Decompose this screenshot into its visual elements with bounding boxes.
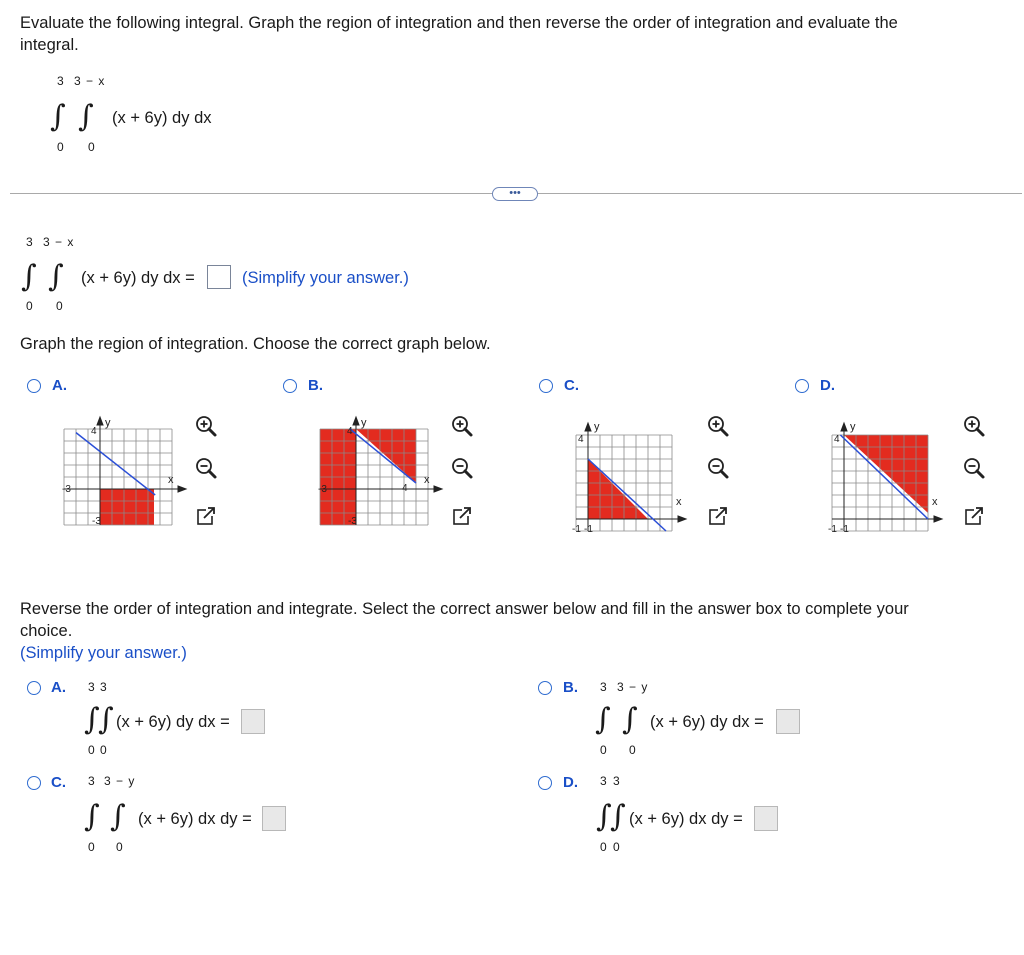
expand-ellipsis-button[interactable]: ••• xyxy=(492,187,538,201)
region-graph xyxy=(310,405,450,535)
radio-option-a[interactable] xyxy=(27,681,41,695)
option-letter: A. xyxy=(51,679,66,696)
problem-text-line1: Evaluate the following integral. Graph the region of integration and then reverse the order of integration and evaluate the xyxy=(20,14,898,32)
radio-graph-option-d[interactable] xyxy=(795,379,809,393)
x-axis-label: x xyxy=(932,496,938,508)
x-axis-arrow xyxy=(934,516,942,522)
option-d-answer-input[interactable] xyxy=(754,806,778,831)
outer-upper-limit: 3 xyxy=(26,235,34,249)
radio-graph-option-b[interactable] xyxy=(283,379,297,393)
x-axis-arrow xyxy=(434,486,442,492)
reverse-prompt-line1: Reverse the order of integration and integrate. Select the correct answer below and fill in the answer box to complete your xyxy=(20,600,909,618)
zoom-out-icon[interactable] xyxy=(191,453,221,483)
integral-sign-icon: ∫ xyxy=(610,799,626,834)
option-c-answer-input[interactable] xyxy=(262,806,286,831)
zoom-out-icon[interactable] xyxy=(959,453,989,483)
outer-lower-limit: 0 xyxy=(88,840,96,854)
popout-icon[interactable] xyxy=(191,501,221,531)
outer-upper-limit: 3 xyxy=(600,680,608,694)
reverse-prompt-line2: choice. xyxy=(20,622,73,640)
simplify-hint: (Simplify your answer.) xyxy=(242,269,409,287)
y-axis-label: y xyxy=(850,421,856,433)
option-letter: C. xyxy=(564,377,579,394)
integrand: (x + 6y) dy dx xyxy=(112,109,212,127)
y-axis-arrow xyxy=(353,417,359,425)
y-tick-label: -1 xyxy=(840,524,849,535)
popout-icon[interactable] xyxy=(703,501,733,531)
y-axis-label: y xyxy=(594,421,600,433)
zoom-in-icon[interactable] xyxy=(447,411,477,441)
problem-text-line2: integral. xyxy=(20,36,79,54)
zoom-out-icon[interactable] xyxy=(447,453,477,483)
radio-graph-option-a[interactable] xyxy=(27,379,41,393)
option-letter: D. xyxy=(820,377,835,394)
option-b-answer-input[interactable] xyxy=(776,709,800,734)
inner-lower-limit: 0 xyxy=(88,140,96,154)
y-axis-arrow xyxy=(585,423,591,431)
integral-sign-icon: ∫ xyxy=(110,799,126,834)
integrand: (x + 6y) dx dy = xyxy=(629,810,743,828)
x-tick-label: 4 xyxy=(402,483,408,494)
option-a-answer-input[interactable] xyxy=(241,709,265,734)
integrand: (x + 6y) dx dy = xyxy=(138,810,252,828)
region-graph xyxy=(822,405,962,535)
x-tick-label: -1 xyxy=(572,524,581,535)
part1-answer-input[interactable] xyxy=(207,265,231,289)
y-tick-label: -3 xyxy=(348,516,357,527)
zoom-in-icon[interactable] xyxy=(959,411,989,441)
inner-lower-limit: 0 xyxy=(56,299,64,313)
integral-sign-icon: ∫ xyxy=(98,702,114,737)
zoom-in-icon[interactable] xyxy=(191,411,221,441)
radio-option-c[interactable] xyxy=(27,776,41,790)
x-axis-label: x xyxy=(424,474,430,486)
y-axis-arrow xyxy=(841,423,847,431)
outer-upper-limit: 3 xyxy=(57,74,65,88)
inner-lower-limit: 0 xyxy=(116,840,124,854)
x-tick-label: -3 xyxy=(62,484,71,495)
region-graph xyxy=(566,405,706,535)
integral-sign-icon: ∫ xyxy=(622,702,638,737)
option-letter: B. xyxy=(308,377,323,394)
inner-upper-limit: 3 − x xyxy=(74,74,106,88)
y-axis-label: y xyxy=(361,417,367,429)
inner-upper-limit: 3 − y xyxy=(104,774,136,788)
radio-option-d[interactable] xyxy=(538,776,552,790)
outer-lower-limit: 0 xyxy=(600,840,608,854)
inner-upper-limit: 3 xyxy=(100,680,108,694)
outer-upper-limit: 3 xyxy=(600,774,608,788)
x-axis-arrow xyxy=(178,486,186,492)
integrand: (x + 6y) dy dx = xyxy=(116,713,230,731)
inner-lower-limit: 0 xyxy=(100,743,108,757)
outer-lower-limit: 0 xyxy=(88,743,96,757)
popout-icon[interactable] xyxy=(447,501,477,531)
x-axis-label: x xyxy=(168,474,174,486)
option-letter: B. xyxy=(563,679,578,696)
integral-sign-icon: ∫ xyxy=(21,259,37,294)
integral-sign-icon: ∫ xyxy=(596,799,612,834)
y-tick-label: -3 xyxy=(92,516,101,527)
inner-upper-limit: 3 xyxy=(613,774,621,788)
outer-upper-limit: 3 xyxy=(88,774,96,788)
integrand: (x + 6y) dy dx = xyxy=(650,713,764,731)
y-axis-label: y xyxy=(105,417,111,429)
zoom-in-icon[interactable] xyxy=(703,411,733,441)
inner-upper-limit: 3 − x xyxy=(43,235,75,249)
y-tick-label: 4 xyxy=(578,434,584,445)
radio-option-b[interactable] xyxy=(538,681,552,695)
outer-upper-limit: 3 xyxy=(88,680,96,694)
y-tick-label: 4 xyxy=(347,426,353,437)
y-tick-label: 4 xyxy=(91,426,97,437)
inner-lower-limit: 0 xyxy=(613,840,621,854)
graph-prompt: Graph the region of integration. Choose the correct graph below. xyxy=(20,335,491,353)
x-tick-label: -1 xyxy=(828,524,837,535)
y-tick-label: -1 xyxy=(584,524,593,535)
integral-sign-icon: ∫ xyxy=(84,799,100,834)
x-tick-label: -3 xyxy=(318,484,327,495)
integral-sign-icon: ∫ xyxy=(48,259,64,294)
outer-lower-limit: 0 xyxy=(600,743,608,757)
inner-upper-limit: 3 − y xyxy=(617,680,649,694)
reverse-hint: (Simplify your answer.) xyxy=(20,644,187,662)
integral-sign-icon: ∫ xyxy=(50,99,66,134)
x-axis-label: x xyxy=(676,496,682,508)
integral-sign-icon: ∫ xyxy=(78,99,94,134)
y-axis-arrow xyxy=(97,417,103,425)
inner-lower-limit: 0 xyxy=(629,743,637,757)
radio-graph-option-c[interactable] xyxy=(539,379,553,393)
outer-lower-limit: 0 xyxy=(26,299,34,313)
y-tick-label: 4 xyxy=(834,434,840,445)
x-axis-arrow xyxy=(678,516,686,522)
option-letter: D. xyxy=(563,774,578,791)
popout-icon[interactable] xyxy=(959,501,989,531)
option-letter: C. xyxy=(51,774,66,791)
shaded-region xyxy=(100,489,154,525)
integral-sign-icon: ∫ xyxy=(84,702,100,737)
outer-lower-limit: 0 xyxy=(57,140,65,154)
zoom-out-icon[interactable] xyxy=(703,453,733,483)
integral-sign-icon: ∫ xyxy=(595,702,611,737)
option-letter: A. xyxy=(52,377,67,394)
integrand: (x + 6y) dy dx = xyxy=(81,269,195,287)
region-graph xyxy=(54,405,194,535)
